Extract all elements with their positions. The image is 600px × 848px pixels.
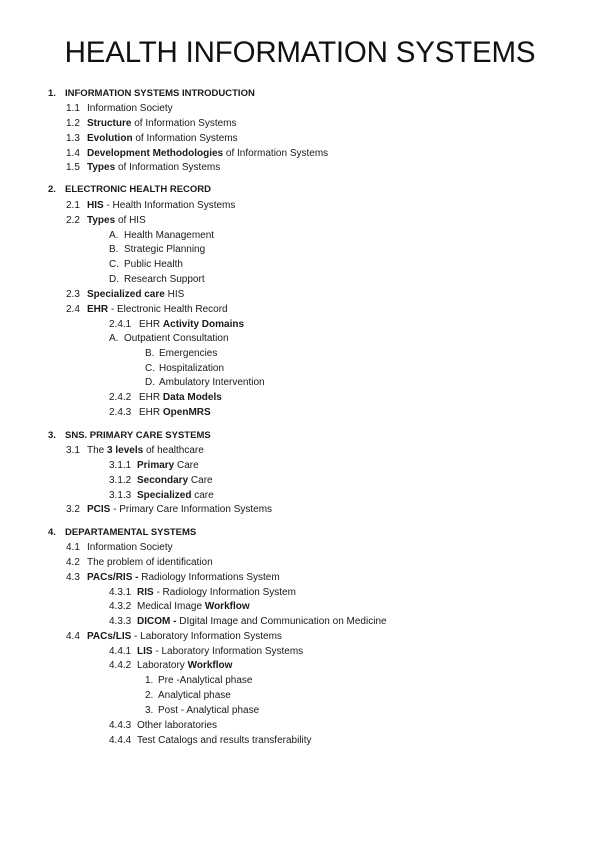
- item-text: PACs/LIS - Laboratory Information Systems: [87, 631, 282, 642]
- item-number: 1.3: [66, 133, 80, 144]
- page-title: HEALTH INFORMATION SYSTEMS: [64, 36, 536, 69]
- item-text: Primary Care: [137, 460, 199, 471]
- item-number: 4.3.3: [109, 616, 132, 627]
- item-text: Types of HIS: [87, 215, 146, 226]
- item-letter: A.: [109, 230, 119, 241]
- item-text: EHR OpenMRS: [139, 407, 211, 418]
- item-text: Evolution of Information Systems: [87, 133, 238, 144]
- section-title: DEPARTAMENTAL SYSTEMS: [65, 527, 197, 538]
- item-text: Emergencies: [159, 348, 218, 359]
- item-number: 3.1.3: [109, 490, 132, 501]
- item-text: Hospitalization: [159, 363, 225, 374]
- item-number: 4.1: [66, 542, 80, 553]
- item-text: Secondary Care: [137, 475, 213, 486]
- section-title: ELECTRONIC HEALTH RECORD: [65, 184, 212, 195]
- item-text: LIS - Laboratory Information Systems: [137, 646, 304, 657]
- item-text: Analytical phase: [158, 690, 231, 701]
- item-number: 3.1: [66, 445, 80, 456]
- item-text: Research Support: [124, 274, 205, 285]
- item-number: 3.2: [66, 504, 80, 515]
- item-number: 2.4: [66, 304, 80, 315]
- item-letter: B.: [145, 348, 155, 359]
- item-text: RIS - Radiology Information System: [137, 587, 296, 598]
- item-number: 4.4.4: [109, 735, 132, 746]
- item-number: 2.4.1: [109, 319, 132, 330]
- item-number: 2.2: [66, 215, 80, 226]
- item-number: 4.3.2: [109, 601, 132, 612]
- item-text: Medical Image Workflow: [137, 601, 250, 612]
- section-number: 4.: [48, 527, 56, 538]
- item-number: 1.: [145, 675, 154, 686]
- item-text: Information Society: [87, 103, 173, 114]
- section-number: 2.: [48, 184, 56, 195]
- item-number: 2.4.3: [109, 407, 132, 418]
- item-number: 4.4.3: [109, 720, 132, 731]
- item-letter: A.: [109, 333, 119, 344]
- item-number: 4.3.1: [109, 587, 132, 598]
- item-number: 4.4.2: [109, 660, 132, 671]
- item-text: Information Society: [87, 542, 173, 553]
- item-letter: C.: [145, 363, 155, 374]
- item-number: 3.: [145, 705, 154, 716]
- item-text: Test Catalogs and results transferability: [137, 735, 312, 746]
- item-text: The problem of identification: [87, 557, 213, 568]
- item-text: Pre -Analytical phase: [158, 675, 253, 686]
- item-text: Types of Information Systems: [87, 162, 221, 173]
- item-text: DICOM - DIgital Image and Communication on Medicine: [137, 616, 387, 627]
- item-text: The 3 levels of healthcare: [87, 445, 204, 456]
- item-number: 4.2: [66, 557, 80, 568]
- item-text: Ambulatory Intervention: [159, 377, 265, 388]
- item-number: 1.2: [66, 118, 80, 129]
- item-number: 3.1.1: [109, 460, 132, 471]
- section-title: SNS. PRIMARY CARE SYSTEMS: [65, 430, 211, 441]
- item-number: 4.4: [66, 631, 80, 642]
- item-text: EHR Activity Domains: [139, 319, 245, 330]
- section-number: 3.: [48, 430, 56, 441]
- item-text: Outpatient Consultation: [124, 333, 229, 344]
- item-letter: C.: [109, 259, 119, 270]
- item-number: 2.1: [66, 200, 80, 211]
- item-number: 2.4.2: [109, 392, 132, 403]
- item-letter: D.: [145, 377, 155, 388]
- item-letter: B.: [109, 244, 119, 255]
- item-number: 1.5: [66, 162, 80, 173]
- item-number: 2.3: [66, 289, 80, 300]
- item-text: EHR Data Models: [139, 392, 222, 403]
- item-text: Public Health: [124, 259, 183, 270]
- item-text: Post - Analytical phase: [158, 705, 260, 716]
- item-number: 3.1.2: [109, 475, 132, 486]
- item-number: 1.1: [66, 103, 80, 114]
- item-number: 2.: [145, 690, 154, 701]
- section-number: 1.: [48, 88, 56, 99]
- item-text: Strategic Planning: [124, 244, 206, 255]
- item-text: Specialized care: [137, 490, 214, 501]
- item-text: Other laboratories: [137, 720, 218, 731]
- item-letter: D.: [109, 274, 119, 285]
- item-number: 4.3: [66, 572, 80, 583]
- item-text: HIS - Health Information Systems: [87, 200, 236, 211]
- item-number: 4.4.1: [109, 646, 132, 657]
- item-number: 1.4: [66, 148, 80, 159]
- item-text: PACs/RIS - Radiology Informations System: [87, 572, 280, 583]
- section-title: INFORMATION SYSTEMS INTRODUCTION: [65, 88, 255, 99]
- item-text: Structure of Information Systems: [87, 118, 237, 129]
- item-text: Health Management: [124, 230, 215, 241]
- item-text: Specialized care HIS: [87, 289, 185, 300]
- item-text: Development Methodologies of Information Systems: [87, 148, 329, 159]
- item-text: EHR - Electronic Health Record: [87, 304, 228, 315]
- item-text: PCIS - Primary Care Information Systems: [87, 504, 273, 515]
- item-text: Laboratory Workflow: [137, 660, 233, 671]
